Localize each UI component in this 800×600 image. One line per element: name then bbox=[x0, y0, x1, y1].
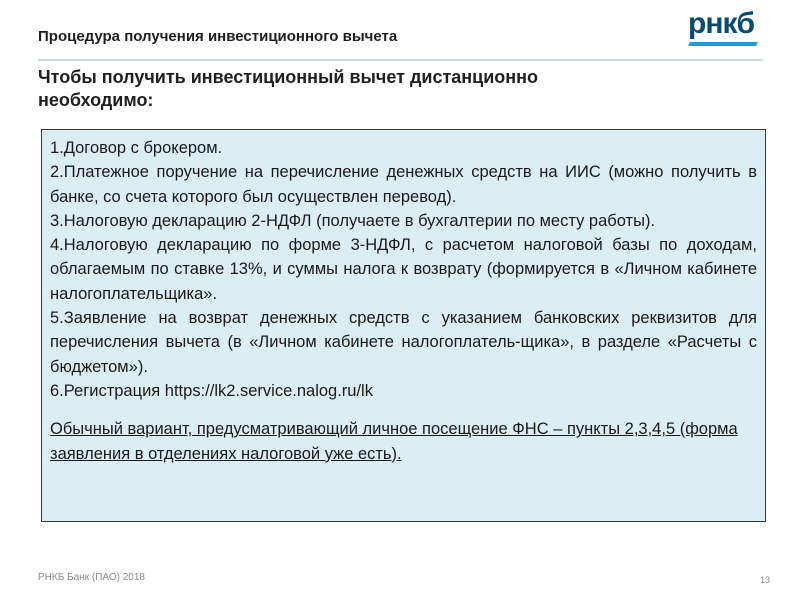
logo-accent-icon bbox=[688, 8, 762, 48]
requirements-list bbox=[50, 136, 757, 403]
list-item: 4.Налоговую декларацию по форме 3-НДФЛ, с расчетом налоговой базы по доходам, облагаемым по ставке 13%, и суммы налога к возврату (формируется в «Личном кабинете налогоплательщика». bbox=[50, 236, 757, 303]
list-item: 5.Заявление на возврат денежных средств с указанием банковских реквизитов для перечисления вычета (в «Личном кабинете налогоплатель-щика», в разделе «Расчеты с бюджетом»). bbox=[50, 309, 757, 376]
list-item: 6.Регистрация https://lk2.service.nalog.ru/lk bbox=[50, 381, 373, 400]
list-item: 3.Налоговую декларацию 2-НДФЛ (получаете в бухгалтерии по месту работы). bbox=[50, 211, 656, 230]
in-person-note: Обычный вариант, предусматривающий личное посещение ФНС – пункты 2,3,4,5 (форма заявления в отделениях налоговой уже есть). bbox=[50, 420, 738, 463]
content-box bbox=[41, 129, 766, 522]
list-item: 1.Договор с брокером. bbox=[50, 139, 223, 157]
page-number: 13 bbox=[759, 575, 770, 585]
footer-copyright: РНКБ Банк (ПАО) 2018 bbox=[38, 572, 145, 583]
page-title: Процедура получения инвестиционного вычета bbox=[38, 28, 398, 45]
header-divider bbox=[38, 59, 763, 61]
bank-logo bbox=[688, 8, 762, 48]
subtitle: Чтобы получить инвестиционный вычет дистанционно необходимо: bbox=[38, 67, 539, 110]
list-item: 2.Платежное поручение на перечисление денежных средств на ИИС (можно получить в банке, со счета которого был осуществлен перевод). bbox=[50, 163, 757, 206]
logo-text: рнкб bbox=[688, 7, 754, 40]
